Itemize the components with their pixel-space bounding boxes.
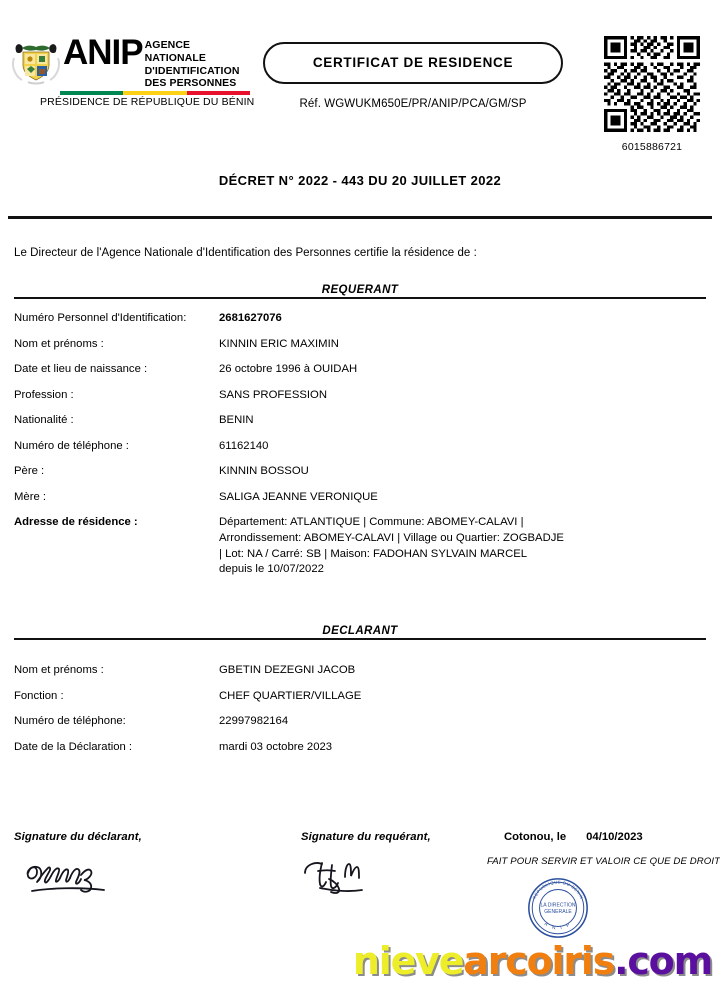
row-value: 2681627076: [219, 312, 282, 324]
address-line: depuis le 10/07/2022: [219, 563, 324, 576]
header-divider: [8, 216, 712, 219]
address-line: Département: ATLANTIQUE | Commune: ABOMEY-CALAVI |: [219, 516, 524, 528]
row-value: BENIN: [219, 414, 254, 426]
certificate-title: CERTIFICAT DE RESIDENCE: [263, 42, 563, 84]
signature-requerant-label: Signature du requérant,: [301, 831, 431, 843]
row-key: Profession :: [14, 388, 74, 401]
table-row: [14, 413, 706, 439]
section-rule: [14, 638, 706, 640]
official-stamp-icon: [524, 874, 592, 942]
qr-code-block: [604, 36, 700, 153]
presidence-line: PRÉSIDENCE DE RÉPUBLIQUE DU BÉNIN: [40, 96, 255, 109]
section-header-declarant: [14, 625, 706, 641]
table-row: [14, 490, 706, 516]
logo-acronym: ANIP: [63, 33, 143, 72]
signature-declarant-label: Signature du déclarant,: [14, 831, 142, 843]
row-key: Nom et prénoms :: [14, 337, 104, 350]
table-row: [14, 663, 706, 689]
agency-line-3: DES PERSONNES: [144, 77, 237, 90]
declarant-signature-ink: [20, 857, 130, 903]
watermark-part-2: arcoiris: [463, 939, 615, 983]
row-key: Date de la Déclaration :: [14, 740, 133, 753]
row-key: Numéro de téléphone:: [14, 715, 126, 727]
section-label: REQUERANT: [321, 284, 399, 296]
watermark-part-3: .com: [614, 939, 712, 983]
table-row: [14, 388, 706, 414]
row-key: Numéro de téléphone :: [14, 439, 129, 452]
table-row: [14, 362, 706, 388]
agency-name: [145, 39, 250, 90]
section-header-requerant: [14, 284, 706, 300]
row-key: Nationalité :: [14, 414, 74, 426]
qr-code-icon: [604, 36, 700, 132]
issue-date: 04/10/2023: [586, 831, 643, 843]
row-key: Adresse de résidence :: [14, 516, 138, 528]
row-value: 22997982164: [219, 715, 289, 727]
agency-line-1: AGENCE NATIONALE: [144, 39, 206, 64]
requerant-details: [14, 311, 706, 575]
svg-text:A N I P: A N I P: [542, 921, 574, 932]
row-value: CHEF QUARTIER/VILLAGE: [219, 689, 362, 702]
legal-note: FAIT POUR SERVIR ET VALOIR CE QUE DE DROIT: [487, 856, 720, 867]
table-row: [14, 311, 706, 337]
address-line: | Lot: NA / Carré: SB | Maison: FADOHAN SYLVAIN MARCEL: [219, 547, 528, 560]
qr-code-number: 6015886721: [621, 141, 683, 153]
row-value: SANS PROFESSION: [219, 388, 327, 401]
row-key: Numéro Personnel d'Identification:: [14, 312, 187, 324]
requerant-signature-ink: [300, 855, 400, 901]
row-key: Nom et prénoms :: [14, 664, 104, 676]
row-key: Fonction :: [14, 689, 64, 702]
row-key: Date et lieu de naissance :: [14, 363, 148, 375]
section-rule: [14, 297, 706, 299]
flag-stripe-red: [187, 91, 250, 95]
reference-number: Réf. WGWUKM650E/PR/ANIP/PCA/GM/SP: [299, 98, 527, 110]
document-header: [0, 18, 720, 153]
declarant-details: [14, 663, 706, 765]
row-value: GBETIN DEZEGNI JACOB: [219, 664, 356, 676]
row-key: Père :: [14, 465, 45, 477]
table-row: [14, 689, 706, 715]
svg-text:LA DIRECTION: LA DIRECTION: [540, 902, 576, 909]
row-value: mardi 03 octobre 2023: [219, 740, 333, 753]
svg-text:GENERALE: GENERALE: [544, 908, 572, 915]
table-row: [14, 464, 706, 490]
row-value-address: [219, 515, 564, 578]
row-value: SALIGA JEANNE VERONIQUE: [219, 490, 378, 503]
row-value: 26 octobre 1996 à OUIDAH: [219, 363, 358, 375]
row-value: KINNIN ERIC MAXIMIN: [219, 337, 339, 350]
table-row: [14, 714, 706, 740]
row-value: 61162140: [219, 439, 269, 452]
decree-line: DÉCRET N° 2022 - 443 DU 20 JUILLET 2022: [218, 173, 502, 188]
place-and-date: [504, 831, 643, 843]
row-value: KINNIN BOSSOU: [219, 465, 309, 477]
row-key: Mère :: [14, 490, 47, 503]
table-row: [14, 740, 706, 766]
site-watermark: [0, 939, 720, 983]
flag-stripe-green: [60, 91, 123, 95]
address-line: Arrondissement: ABOMEY-CALAVI | Village ou Quartier: ZOGBADJE: [219, 531, 564, 544]
watermark-part-1: nieve: [352, 939, 464, 983]
intro-text: Le Directeur de l'Agence Nationale d'Identification des Personnes certifie la résidence de :: [14, 247, 477, 259]
table-row: [14, 439, 706, 465]
anip-logo: [10, 33, 255, 109]
flag-stripe-yellow: [123, 91, 186, 95]
table-row-address: [14, 515, 706, 575]
table-row: [14, 337, 706, 363]
benin-coat-of-arms-icon: [10, 38, 62, 86]
benin-flag-bar: [60, 91, 250, 95]
section-label: DECLARANT: [322, 625, 398, 637]
place-label: Cotonou, le: [504, 831, 567, 843]
certificate-title-block: [263, 42, 563, 110]
agency-line-2: D'IDENTIFICATION: [144, 64, 240, 77]
svg-text:REPUBLIQUE DU BENIN: REPUBLIQUE DU BENIN: [531, 879, 585, 900]
